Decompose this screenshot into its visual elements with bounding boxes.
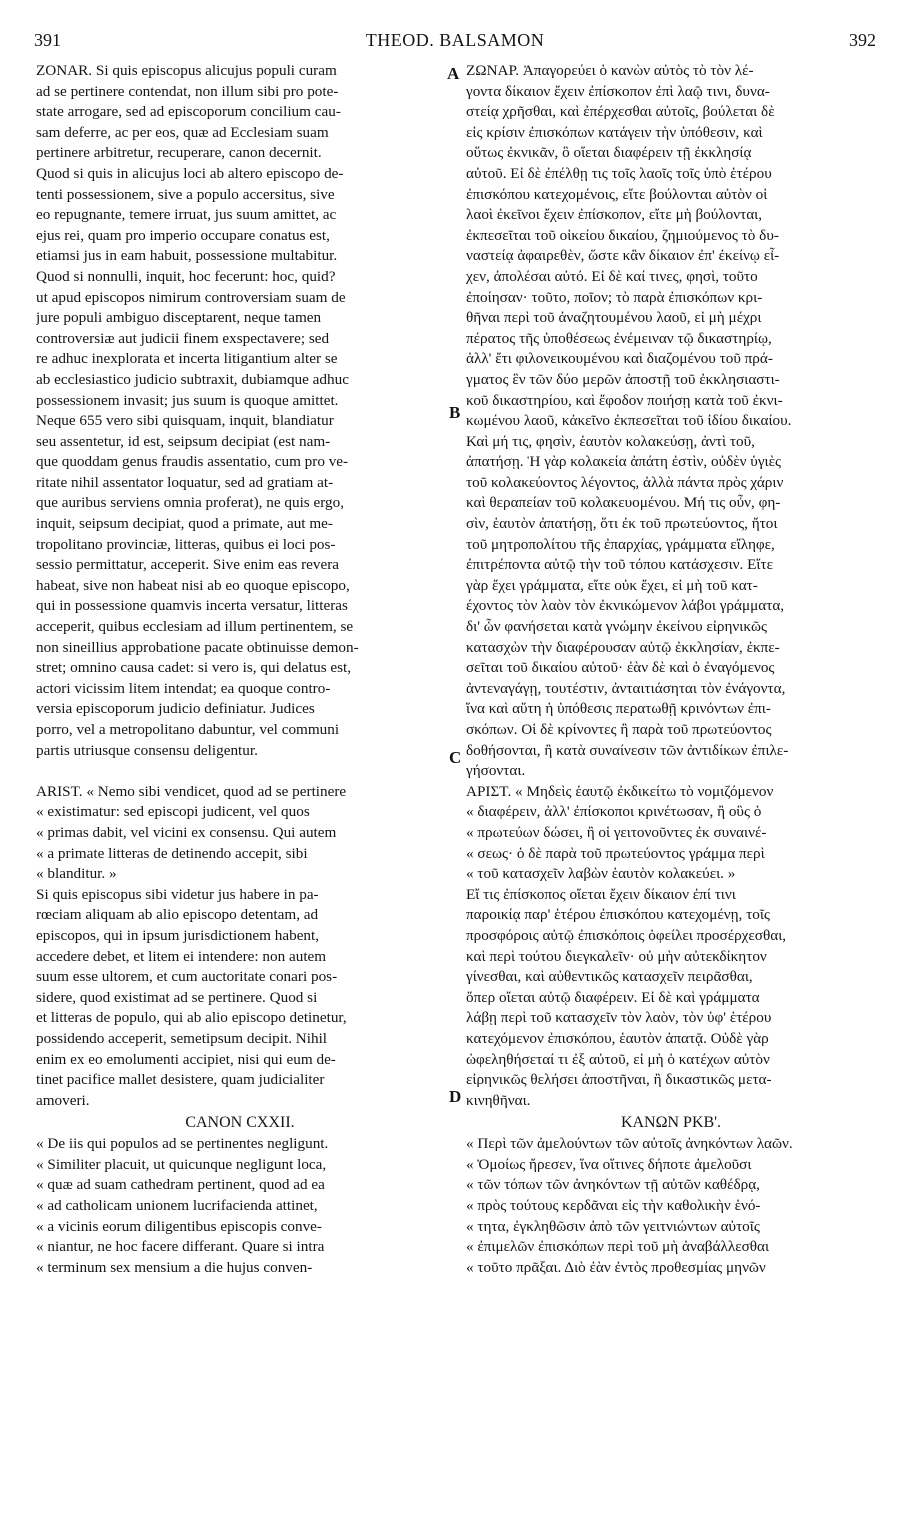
latin-canon-line: « De iis qui populos ad se pertinentes negligunt. <box>36 1135 329 1153</box>
latin-text-line: « blanditur. » <box>36 865 117 883</box>
latin-text-line: non sineillius approbatione pacate obtinuisse demon- <box>36 638 359 656</box>
latin-text-line: habeat, sive non habeat nisi ab eo quoque episcopo, <box>36 576 350 594</box>
greek-text-line: ὠφεληθήσεταί τι ἐξ αὐτοῦ, εἰ μὴ ὁ κατέχων αὐτὸν <box>466 1050 770 1068</box>
greek-text-line: ἀλλ' ἔτι φιλονεικουμένου καὶ διαζομένου τοῦ πρά- <box>466 350 773 368</box>
greek-text-line: γήσονται. <box>466 762 526 780</box>
greek-canon-line: « πρὸς τούτους κερδᾶναι εἰς τὴν καθολικὴν ἑνό- <box>466 1197 761 1215</box>
greek-text-line: γίνεσθαι, καὶ αὐθεντικῶς κατασχεῖν πειρᾶσθαι, <box>466 968 753 986</box>
latin-text-line: state arrogare, sed ad episcoporum concilium cau- <box>36 103 341 121</box>
greek-column <box>466 61 876 1278</box>
latin-canon-line: « quæ ad suam cathedram pertinent, quod ad ea <box>36 1176 325 1194</box>
greek-text-line: γοντα δίκαιον ἔχειν ἐπίσκοπον ἐπὶ λαῷ τινι, δυνα- <box>466 82 770 100</box>
greek-text-line: σκόπων. Οἱ δὲ κρίνοντες ἢ παρὰ τοῦ πρωτεύοντος <box>466 721 772 738</box>
latin-text-line: ut apud episcopos nimirum controversiam suam de <box>36 288 346 306</box>
page-number-right: 392 <box>849 30 876 50</box>
greek-text-line: Εἴ τις ἐπίσκοπος οἴεται ἔχειν δίκαιον ἐπί τινι <box>466 885 736 903</box>
greek-text-line: ἵνα καὶ αὕτη ἡ ὑπόθεσις περατωθῇ κρινόντων ἐπι- <box>466 700 771 718</box>
latin-canon-line: « ad catholicam unionem lucrifacienda attinet, <box>36 1197 318 1215</box>
greek-text-line: προσφόροις αὐτῷ ἐπισκόποις ὀφείλει προσέρχεσθαι, <box>466 926 787 944</box>
greek-canon-line: « τητα, ἐγκληθῶσιν ἀπὸ τῶν γειτνιώντων αὐτοῖς <box>466 1217 760 1235</box>
latin-text-line: etiamsi jus in eam habuit, possessione multabitur. <box>36 247 338 265</box>
margin-letter-d: D <box>449 1087 462 1106</box>
latin-text-line: possidendo acceperit, semetipsum decipit. Nihil <box>36 1029 328 1047</box>
greek-text-line: « σεως· ὁ δὲ παρὰ τοῦ πρωτεύοντος γράμμα περὶ <box>466 844 765 862</box>
latin-text-line <box>36 761 444 782</box>
latin-text-line: ad se pertinere contendat, non illum sibi pro pote- <box>36 82 339 100</box>
latin-text-line: pertinere arbitretur, recuperare, canon decernit. <box>36 144 322 162</box>
greek-text-line: αὐτοῦ. Εἰ δὲ ἐπέλθῃ τις τοῖς λαοῖς τοῖς ὑπὸ ἑτέρου <box>466 164 772 182</box>
latin-text-line: inquit, seipsum decipiat, quod a primate, aut me- <box>36 515 333 533</box>
greek-canon-line: « τῶν τόπων τῶν ἀνηκόντων τῇ αὐτῶν καθέδρᾳ, <box>466 1176 760 1194</box>
greek-text-line: ἀντεναγάγῃ, τουτέστιν, ἀνταιτιάσηται τὸν ἐνάγοντα, <box>466 679 786 697</box>
greek-text-line: εἰς κρίσιν ἐπισκόπων κατάγειν τὴν ὑπόθεσιν, καὶ <box>466 123 763 141</box>
greek-text-line: έχοντος τὸν λαὸν τὸν ἐκνικώμενον λάβοι γράμματα, <box>466 597 785 615</box>
latin-text-line: Si quis episcopus sibi videtur jus habere in pa- <box>36 885 319 903</box>
latin-text-line: accedere debet, et litem ei intendere: non autem <box>36 947 327 965</box>
latin-text-line: stret; omnino causa cadet: si vero is, qui delatus est, <box>36 659 352 677</box>
latin-text-line: ejus rei, quam pro imperio occupare conatus est, <box>36 226 330 244</box>
latin-column <box>36 61 444 1278</box>
latin-text-line: possessionem invasit; jus suum is quoque amittet. <box>36 391 339 409</box>
greek-text-line: δοθήσονται, ἢ κατὰ συναίνεσιν τῶν ἀντιδίκων ἐπιλε- <box>466 741 789 759</box>
latin-canon-line: « terminum sex mensium a die hujus conven- <box>36 1258 313 1276</box>
greek-text-line: κωμένου λαοῦ, κἀκεῖνο ἐκπεσεῖται τοῦ ἰδίου δικαίου. <box>466 412 792 430</box>
greek-text-line: « διαφέρειν, ἀλλ' ἐπίσκοποι κρινέτωσαν, ἢ οὓς ὁ <box>466 803 762 821</box>
greek-text-line: Καὶ μή τις, φησὶν, ἑαυτὸν κολακεύσῃ, ἀντὶ τοῦ, <box>466 432 755 450</box>
greek-text-line: ΖΩΝΑΡ. Ἀπαγορεύει ὁ κανὼν αὐτὸς τὸ τὸν λέ- <box>466 62 754 79</box>
latin-text-line: ARIST. « Nemo sibi vendicet, quod ad se pertinere <box>36 782 347 800</box>
greek-text-line: ἐπιτρέποντα αὐτῷ τὴν τοῦ τόπου κατάσχεσιν. Εἴτε <box>466 556 773 574</box>
latin-text-line: suum esse ultorem, et cum auctoritate conari pos- <box>36 968 338 986</box>
latin-text-line: tropolitano provinciæ, litteras, quibus ei loci pos- <box>36 535 336 553</box>
greek-text-line: λαοὶ ἐκεῖνοι ἔχειν ἐπίσκοπον, εἴτε μὴ βούλονται, <box>466 206 763 224</box>
running-title: THEOD. BALSAMON <box>365 30 545 50</box>
latin-text-line: sidere, quod existimat ad se pertinere. Quod si <box>36 988 318 1006</box>
greek-text-line: οὕτως ἐκνικᾶν, ὃ οἴεται διαφέρειν τῇ ἐκκλησίᾳ <box>466 144 752 162</box>
latin-text-line: acceperit, quibus ecclesiam ad illum pertinentem, se <box>36 618 354 636</box>
page-number-left: 391 <box>34 30 61 50</box>
greek-canon-line: « τοῦτο πρᾶξαι. Διὸ ἐὰν ἐντὸς προθεσμίας μηνῶν <box>466 1258 766 1276</box>
latin-text-line: seu assentetur, id est, seipsum decipiat (est nam- <box>36 432 331 450</box>
greek-text-line: τοῦ μητροπολίτου τῆς ἐπαρχίας, γράμματα εἴληφε, <box>466 535 775 553</box>
latin-canon-line: « Similiter placuit, ut quicunque negligunt loca, <box>36 1155 327 1173</box>
margin-letter-b: B <box>449 403 461 422</box>
greek-text-line: παροικίᾳ παρ' ἑτέρου ἐπισκόπου κατεχομένῃ, τοῖς <box>466 906 770 924</box>
greek-text-line: σεῖται τοῦ δικαίου αὐτοῦ· ἐὰν δὲ καὶ ὁ ἐναγόμενος <box>466 659 775 677</box>
latin-text-line: episcopos, qui in ipsum jurisdictionem habent, <box>36 926 320 944</box>
latin-canon-heading: CANON CXXII. <box>185 1114 295 1132</box>
greek-text-line: ἐπισκόπου κατεχομένοις, εἴτε βούλονται αὐτὸν οἱ <box>466 185 768 203</box>
greek-text-line: γματος ἓν τῶν δύο μερῶν ἀποστῇ τοῦ ἐκκλησιαστι- <box>466 370 780 388</box>
greek-text-line: γὰρ ἔχει γράμματα, εἴτε οὐκ ἔχει, εἰ μὴ τοῦ κατ- <box>466 576 758 594</box>
latin-text-line: Quod si nonnulli, inquit, hoc fecerunt: hoc, quid? <box>36 267 336 285</box>
latin-text-line: partis utriusque consensu deligentur. <box>36 741 258 759</box>
latin-text-line: tenti possessionem, sive a populo accersitus, sive <box>36 185 335 203</box>
latin-text-line: « existimatur: sed episcopi judicent, vel quos <box>36 803 310 821</box>
latin-text-line: versia episcoporum judicio definiatur. Judices <box>36 700 315 718</box>
greek-text-line: ἀπατήσῃ. Ἡ γὰρ κολακεία ἀπάτη ἐστὶν, οὐδὲν ὑγιὲς <box>466 453 782 471</box>
greek-text-line: στείᾳ χρῆσθαι, καὶ ἐπέρχεσθαι αὐτοῖς, βούλεται δὲ <box>466 103 775 121</box>
latin-text-line: amoveri. <box>36 1091 90 1109</box>
latin-text-line: porro, vel a metropolitano dabuntur, vel communi <box>36 721 340 738</box>
greek-canon-line: « Ὁμοίως ἤρεσεν, ἵνα οἵτινες δήποτε ἀμελοῦσι <box>466 1155 752 1173</box>
latin-text-line: actori vicissim litem intendat; ea quoque contro- <box>36 679 331 697</box>
latin-text-line: « a primate litteras de detinendo accepit, sibi <box>36 844 308 862</box>
greek-text-line: ἐκπεσεῖται τοῦ οἰκείου δικαίου, ζημιούμενος τὸ δυ- <box>466 226 779 244</box>
latin-text-line: eo repugnante, temere irruat, jus suum amittet, ac <box>36 206 337 224</box>
greek-text-line: χεν, ἀπολέσαι αὐτό. Εἰ δὲ καί τινες, φησὶ, τοῦτο <box>466 267 758 285</box>
margin-letter-c: C <box>449 748 462 767</box>
greek-canon-line: « Περὶ τῶν ἀμελούντων τῶν αὐτοῖς ἀνηκόντων λαῶν. <box>466 1135 793 1153</box>
greek-text-line: κινηθῆναι. <box>466 1091 531 1109</box>
latin-canon-line: « niantur, ne hoc facere differant. Quare si intra <box>36 1238 325 1256</box>
latin-text-line: re adhuc inexplorata et incerta litigantium alter se <box>36 350 338 368</box>
latin-text-line: ZONAR. Si quis episcopus alicujus populi curam <box>36 62 337 79</box>
greek-text-line: κατασχὼν τὴν διαφέρουσαν αὐτῷ ἐκκλησίαν, ἐκπε- <box>466 638 780 656</box>
latin-text-line: sessio permittatur, acceperit. Sive enim eas revera <box>36 556 340 574</box>
latin-text-line: Neque 655 vero sibi quisquam, inquit, blandiatur <box>36 412 334 430</box>
greek-text-line: ΑΡΙΣΤ. « Μηδεὶς ἑαυτῷ ἐκδικείτω τὸ νομιζόμενον <box>466 782 774 800</box>
latin-text-line: qui in possessione quamvis incerta versatur, litteras <box>36 597 348 615</box>
latin-text-line: Quod si quis in alicujus loci ab altero episcopo de- <box>36 164 344 182</box>
greek-text-line: θῆναι περὶ τοῦ ἀναζητουμένου λαοῦ, εἰ μὴ μέχρι <box>466 309 762 327</box>
latin-text-line: sam deferre, ac per eos, quæ ad Ecclesiam suam <box>36 123 329 141</box>
greek-text-line: εἰρηνικῶς θελήσει ἀποστῆναι, ἢ δικαστικῶς μετα- <box>466 1071 772 1089</box>
greek-text-line: πέρατος τῆς ὑποθέσεως ἐνέμειναν τῷ δικαστηρίῳ, <box>466 329 772 347</box>
greek-text-line: καὶ θεραπείαν τοῦ κολακευομένου. Μή τις οὖν, φη- <box>466 494 781 512</box>
greek-text-line: δι' ὧν φανήσεται κατὰ γνώμην ἐκείνου εἰρηνικῶς <box>466 618 768 636</box>
greek-text-line: « πρωτεύων δώσει, ἢ οἱ γειτονοῦντες ἐκ συναινέ- <box>466 823 767 841</box>
latin-text-line: « primas dabit, vel vicini ex consensu. Qui autem <box>36 823 337 841</box>
greek-canon-heading: ΚΑΝΩΝ ΡΚΒ'. <box>620 1114 722 1132</box>
latin-text-line: jure populi ambiguo disceptarent, neque tamen <box>36 309 322 327</box>
latin-text-line: enim ex eo emolumenti accipiet, nisi qui eum de- <box>36 1050 336 1068</box>
greek-text-line: σὶν, ἑαυτὸν ἀπατήσῃ, ὅτι ἐκ τοῦ πρωτεύοντος, ἤτοι <box>466 515 778 533</box>
greek-text-line: ἐποίησαν· τοῦτο, ποῖον; τὸ παρὰ ἐπισκόπων κρι- <box>466 288 763 306</box>
latin-text-line: que auribus serviens omnia proferat), ne quis ergo, <box>36 494 345 512</box>
latin-text-line: rœciam aliquam ab alio episcopo detentam, ad <box>36 906 319 924</box>
latin-text-line: et litteras de populo, qui ab alio episcopo detinetur, <box>36 1009 347 1027</box>
latin-canon-line: « a vicinis eorum diligentibus episcopis conve- <box>36 1217 322 1235</box>
greek-text-line: ναστείᾳ ἀφαιρεθὲν, ὥστε κἂν δίκαιον ἐπ' ἐκείνῳ εἶ- <box>466 247 780 265</box>
greek-text-line: ὅπερ οἴεται αὐτῷ διαφέρειν. Εἰ δὲ καὶ γράμματα <box>466 988 760 1006</box>
latin-text-line: tinet pacifice mallet desistere, quam judicialiter <box>36 1071 325 1089</box>
greek-text-line: κατεχόμενον ἐπισκόπου, ἑαυτὸν ἀπατᾷ. Οὐδὲ γὰρ <box>466 1029 769 1047</box>
latin-text-line: controversiæ aut judicii finem exspectavere; sed <box>36 329 330 347</box>
latin-text-line: ritate nihil assentator loquatur, sed ad gratiam at- <box>36 473 334 491</box>
latin-text-line: que quoddam genus fraudis assentatio, cum pro ve- <box>36 453 349 471</box>
greek-canon-line: « ἐπιμελῶν ἐπισκόπων περὶ τοῦ μὴ ἀναβάλλεσθαι <box>466 1238 770 1256</box>
latin-text-line: ab ecclesiastico judicio subtraxit, dubiamque adhuc <box>36 370 349 388</box>
greek-text-line: καὶ περὶ τούτου διεγκαλεῖν· οὐ μὴν αὐτεκδίκητον <box>466 947 767 965</box>
margin-letter-a: A <box>447 64 460 83</box>
greek-text-line: τοῦ κολακεύοντος λέγοντος, ἀλλὰ πάντα πρὸς χάριν <box>466 473 784 491</box>
greek-text-line: « τοῦ κατασχεῖν λαβὼν ἑαυτὸν κολακεύει. » <box>466 865 736 883</box>
greek-text-line: λάβῃ περὶ τοῦ κατασχεῖν τὸν λαὸν, τὸν ὑφ' ἑτέρου <box>466 1009 772 1027</box>
greek-text-line: κοῦ δικαστηρίου, καὶ ἔφοδον ποιήσῃ κατὰ τοῦ ἐκνι- <box>466 391 783 409</box>
running-header <box>34 30 876 54</box>
